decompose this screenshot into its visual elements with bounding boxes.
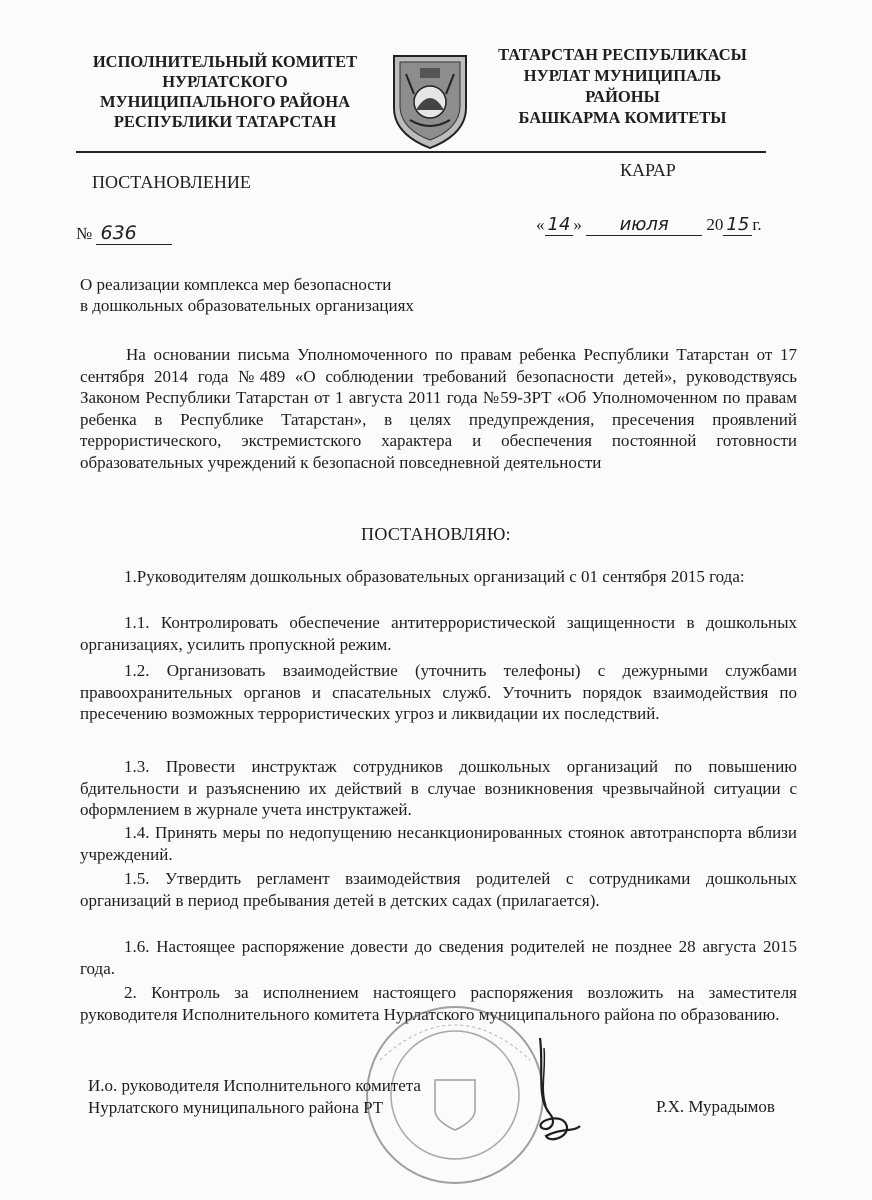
header-right-line: РАЙОНЫ: [585, 87, 660, 106]
subject-line: в дошкольных образовательных организациях: [80, 296, 414, 315]
handwritten-signature: [520, 1028, 600, 1148]
decree-item-1-1: 1.1. Контролировать обеспечение антитеррористической защищенности в дошкольных организациях, усилить пропускной режим.: [80, 613, 797, 654]
header-divider: [76, 151, 766, 153]
header-left-line: НУРЛАТСКОГО: [162, 72, 288, 91]
decree-item-1-2: 1.2. Организовать взаимодействие (уточнить телефоны) с дежурными службами правоохранительных органов и спасательных служб. Уточнить порядок взаимодействия по пресечению возможных террористических угроз и ликвидации их последствий.: [80, 661, 797, 723]
header-right-line: БАШКАРМА КОМИТЕТЫ: [518, 108, 727, 127]
decree-item-2: 2. Контроль за исполнением настоящего распоряжения возложить на заместителя руководителя Исполнительного комитета Нурлатского муниципального района по образованию.: [80, 983, 797, 1024]
date-open-quote: «: [536, 215, 545, 234]
signature-position: [88, 1075, 421, 1119]
signature-position-line: И.о. руководителя Исполнительного комитета: [88, 1076, 421, 1095]
coat-of-arms-icon: [386, 50, 474, 150]
header-left-line: ИСПОЛНИТЕЛЬНЫЙ КОМИТЕТ: [92, 52, 358, 71]
signatory-name: Р.Х. Мурадымов: [656, 1097, 775, 1116]
date-day: 14: [545, 214, 574, 236]
document-number: [76, 222, 172, 245]
header-right-line: ТАТАРСТАН РЕСПУБЛИКАСЫ: [498, 45, 747, 64]
intro-paragraph: На основании письма Уполномоченного по правам ребенка Республики Татарстан от 17 сентября 2014 года №489 «О соблюдении требований безопасности детей», руководствуясь Законом Республики Татарстан от 1 августа 2011 года №59-ЗРТ «Об Уполномоченном по правам ребенка в Республике Татарстан», в целях предупреждения, пресечения проявлений террористического, экстремистского характера и обеспечения постоянной готовности образовательных учреждений к безопасной повседневной деятельности: [80, 345, 797, 472]
header-left: [80, 52, 370, 132]
decree-heading: ПОСТАНОВЛЯЮ:: [361, 524, 511, 544]
decree-item-1-6: 1.6. Настоящее распоряжение довести до сведения родителей не позднее 28 августа 2015 года.: [80, 937, 797, 978]
decree-item-1-5: 1.5. Утвердить регламент взаимодействия родителей с сотрудниками дошкольных организаций в период пребывания детей в детских садах (прилагается).: [80, 869, 797, 910]
doc-type-left: ПОСТАНОВЛЕНИЕ: [92, 172, 251, 192]
document-subject: [80, 274, 500, 316]
date-year-suffix: 15: [723, 214, 752, 236]
subject-line: О реализации комплекса мер безопасности: [80, 275, 392, 294]
header-right: [480, 44, 765, 128]
header-left-line: РЕСПУБЛИКИ ТАТАРСТАН: [113, 112, 337, 131]
number-prefix: №: [76, 224, 93, 243]
number-value: 636: [96, 222, 172, 245]
doc-type-right: КАРАР: [620, 160, 676, 180]
decree-item-1-3: 1.3. Провести инструктаж сотрудников дошкольных организаций по повышению бдительности и разъяснению их действий в случае возникновения чрезвычайной ситуации с оформлением в журнале учета инструктажей.: [80, 757, 797, 819]
header-right-line: НУРЛАТ МУНИЦИПАЛЬ: [523, 66, 722, 85]
decree-item-1: 1.Руководителям дошкольных образовательных организаций с 01 сентября 2015 года:: [124, 567, 745, 586]
date-month: июля: [586, 214, 702, 236]
date-year-end: г.: [752, 215, 762, 234]
header-left-line: МУНИЦИПАЛЬНОГО РАЙОНА: [100, 92, 350, 111]
document-date: [536, 214, 762, 236]
date-close-quote: »: [573, 215, 582, 234]
date-year-prefix: 20: [706, 215, 724, 234]
signature-position-line: Нурлатского муниципального района РТ: [88, 1098, 384, 1117]
decree-item-1-4: 1.4. Принять меры по недопущению несанкционированных стоянок автотранспорта вблизи учреждений.: [80, 823, 797, 864]
